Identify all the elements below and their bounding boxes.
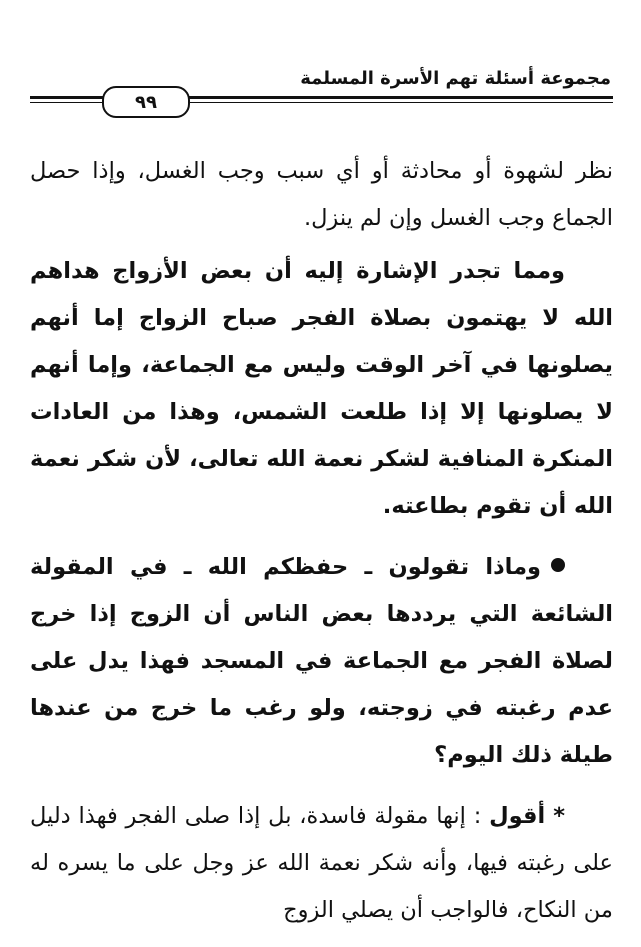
answer-label: أقول [489, 803, 546, 829]
page-body [30, 148, 613, 934]
page-header [30, 68, 613, 118]
question-text: وماذا تقولون ـ حفظكم الله ـ في المقولة الشائعة التي يرددها بعض الناس أن الزوج إذا خرج لصلاة الفجر مع الجماعة في المسجد فهذا يدل على عدم رغبته في زوجته، ولو رغب ما خرج من عندها طيلة ذلك اليوم؟ [30, 554, 613, 768]
book-title: مجموعة أسئلة تهم الأسرة المسلمة [300, 68, 611, 89]
answer-text: : إنها مقولة فاسدة، بل إذا صلى الفجر فهذا دليل على رغبته فيها، وأنه شكر نعمة الله عز وجل على ما يسره له من النكاح، فالواجب أن يصلي الزوج [30, 803, 613, 923]
paragraph-remark: ومما تجدر الإشارة إليه أن بعض الأزواج هداهم الله لا يهتمون بصلاة الفجر صباح الزواج إما أنهم يصلونها في آخر الوقت وليس مع الجماعة، وإما أنهم لا يصلونها إلا إذا طلعت الشمس، وهذا من العادات المنكرة المنافية لشكر نعمة الله تعالى، لأن شكر نعمة الله أن تقوم بطاعته. [30, 258, 613, 519]
answer-paragraph [30, 793, 613, 934]
paragraph-continuation: نظر لشهوة أو محادثة أو أي سبب وجب الغسل، وإذا حصل الجماع وجب الغسل وإن لم ينزل. [30, 158, 613, 231]
question-paragraph [30, 544, 613, 779]
page-number: ٩٩ [102, 86, 190, 118]
asterisk-icon: * [553, 803, 565, 829]
bullet-icon [551, 558, 565, 572]
